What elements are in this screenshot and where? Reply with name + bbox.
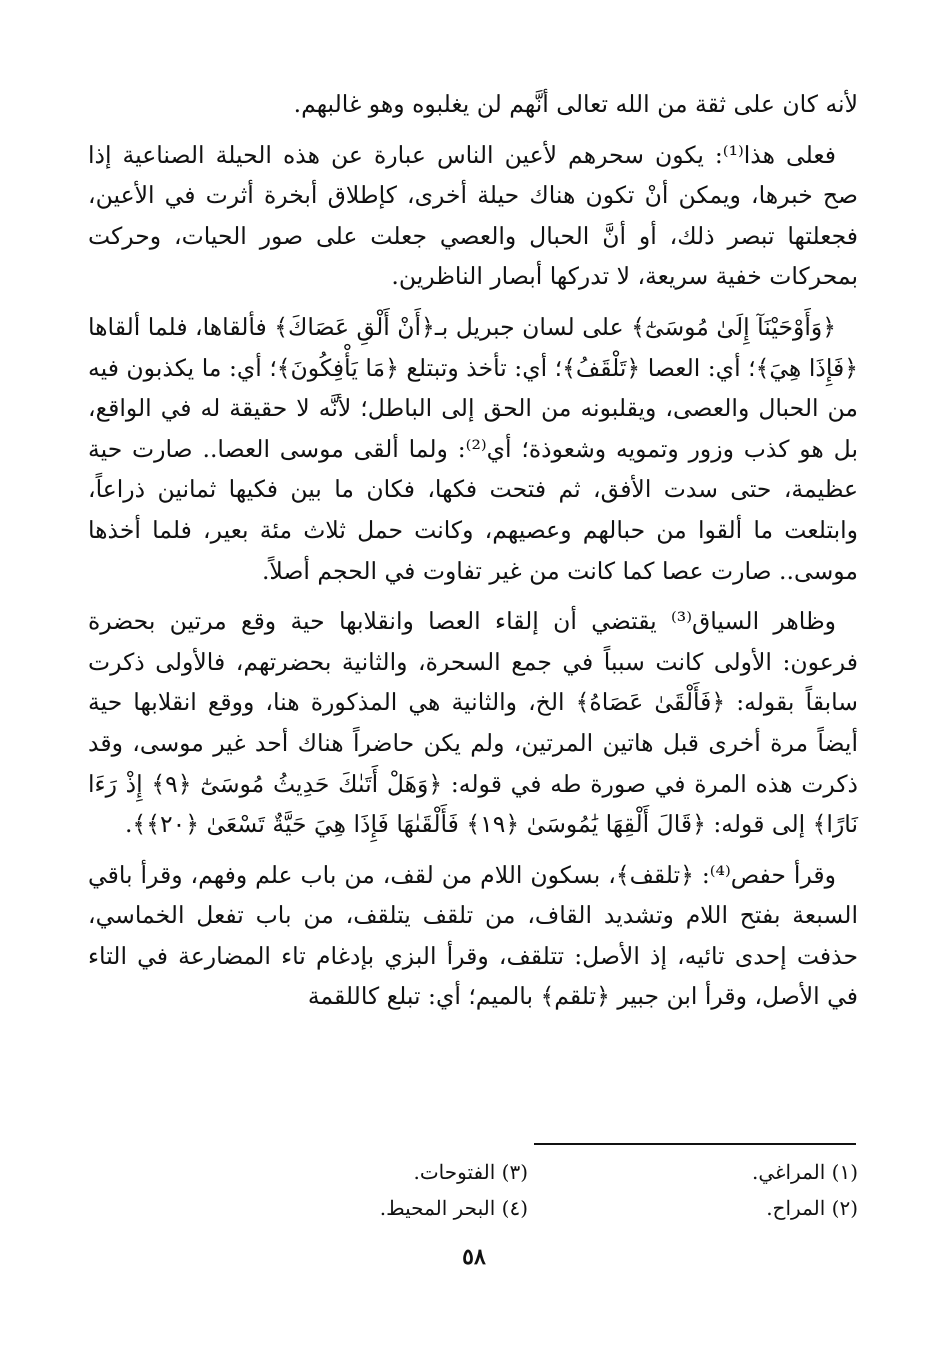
- footnotes-column-right: [698, 1154, 858, 1226]
- main-text: [88, 84, 858, 1017]
- footnote-1: (١) المراغي.: [751, 1160, 858, 1184]
- footnote-4: (٤) البحر المحيط.: [379, 1196, 528, 1220]
- footnote-3: (٣) الفتوحات.: [413, 1160, 528, 1184]
- paragraph-5: وقرأ حفص⁽⁴⁾: ﴿تلقف﴾، بسكون اللام من لقف، من باب علم وفهم، وقرأ باقي السبعة بفتح اللام وتشديد القاف، من تلقف يتلقف، من باب تفعل الخماسي، حذفت إحدى تائيه، إذ الأصل: تتلقف، وقرأ البزي بإدغام تاء المضارعة في التاء في الأصل، وقرأ ابن جبير ﴿تلقم﴾ بالميم؛ أي: تبلع كاللقمة: [88, 860, 858, 1011]
- paragraph-2: فعلى هذا⁽¹⁾: يكون سحرهم لأعين الناس عبارة عن هذه الحيلة الصناعية إذا صح خبرها، ويمكن أنْ تكون هناك حيلة أخرى، كإطلاق أبخرة أثرت في الأعين، فجعلتها تبصر ذلك، أو أنَّ الحبال والعصي جعلت على صور الحيات، وحركت بمحركات خفية سريعة، لا تدركها أبصار الناظرين.: [88, 140, 858, 291]
- paragraph-3: ﴿وَأَوْحَيْنَآ إِلَىٰ مُوسَىٰٓ﴾ على لسان جبريل بـ﴿أَنْ أَلْقِ عَصَاكَ﴾ فألقاها، فلما ألقاها ﴿فَإِذَا هِيَ﴾؛ أي: العصا ﴿تَلْقَفُ﴾؛ أي: تأخذ وتبتلع ﴿مَا يَأْفِكُونَ﴾؛ أي: ما يكذبون فيه من الحبال والعصى، ويقلبونه من الحق إلى الباطل؛ لأنَّه لا حقيقة له في الواقع، بل هو كذب وزور وتمويه وشعوذة؛ أي⁽²⁾: ولما ألقى موسى العصا.. صارت حية عظيمة، حتى سدت الأفق، ثم فتحت فكها، فكان ما بين فكيها ثمانين ذراعاً، وابتلعت ما ألقوا من حبالهم وعصيهم، وكانت حمل ثلاث مئة بعير، فلما أخذها موسى.. صارت عصا كما كانت من غير تفاوت في الحجم أصلاً.: [88, 312, 858, 585]
- paragraph-1: لأنه كان على ثقة من الله تعالى أنَّهم لن يغلبوه وهو غالبهم.: [293, 90, 858, 118]
- paragraph-4: وظاهر السياق⁽³⁾ يقتضي أن إلقاء العصا وانقلابها حية وقع مرتين بحضرة فرعون: الأولى كانت سبباً في جمع السحرة، والثانية بحضرتهم، فالأولى ذكرت سابقاً بقوله: ﴿فَأَلْقَىٰ عَصَاهُ﴾ الخ، والثانية هي المذكورة هنا، ووقع انقلابها حية أيضاً مرة أخرى قبل هاتين المرتين، ولم يكن حاضراً هناك أحد غير موسى، وقد ذكرت هذه المرة في صورة طه في قوله: ﴿وَهَلْ أَتَىٰكَ حَدِيثُ مُوسَىٰٓ ﴿٩﴾ إِذْ رَءَا نَارًا﴾ إلى قوله: ﴿قَالَ أَلْقِهَا يَٰمُوسَىٰ ﴿١٩﴾ فَأَلْقَىٰهَا فَإِذَا هِيَ حَيَّةٌ تَسْعَىٰ ﴿٢٠﴾﴾.: [88, 607, 858, 839]
- footnote-2: (٢) المراح.: [766, 1196, 858, 1220]
- footnotes-column-left: [348, 1154, 528, 1226]
- footnote-divider: [534, 1143, 856, 1145]
- page-number: ٥٨: [462, 1244, 486, 1270]
